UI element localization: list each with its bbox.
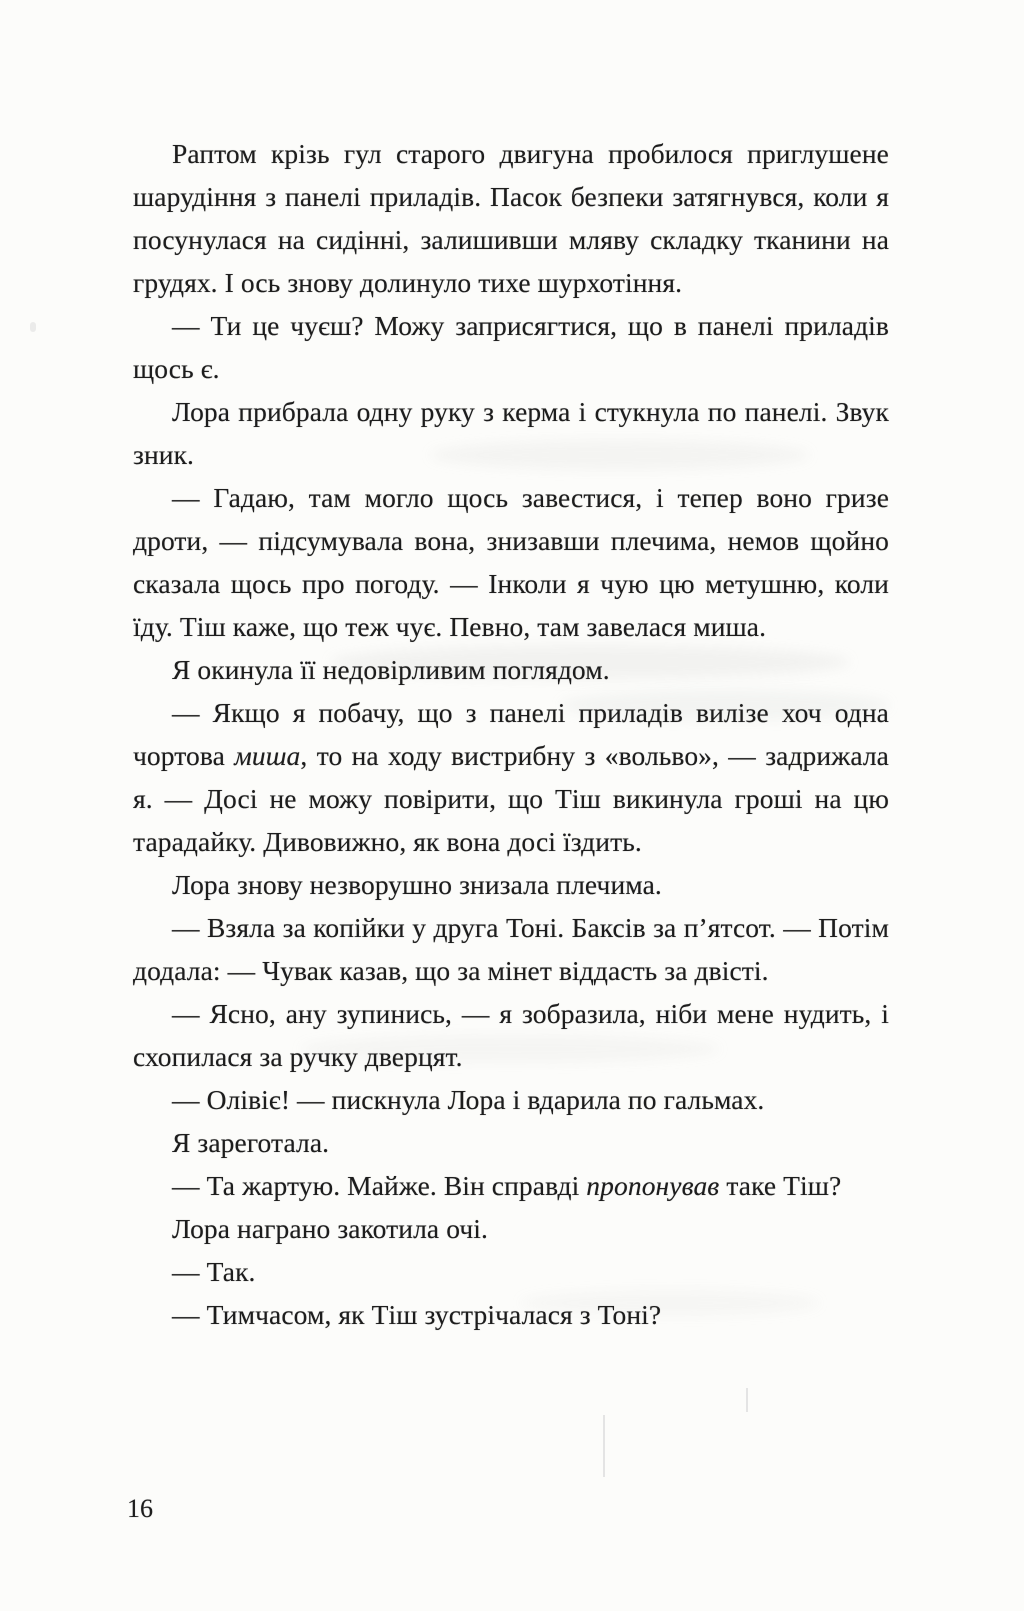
text-segment: Я окинула її недовірливим поглядом.: [172, 654, 610, 685]
text-segment: Раптом крізь гул старого двигуна пробилося приглушене шарудіння з панелі приладів. Пасок безпеки затягнувся, коли я посунулася на сидінні, залишивши мляву складку тканини на грудях. І ось знову долинуло тихе шурхотіння.: [133, 138, 889, 298]
paragraph-7: [133, 863, 889, 906]
paragraph-6: [133, 691, 889, 863]
paragraph-10: [133, 1078, 889, 1121]
paragraph-5: [133, 648, 889, 691]
paragraph-4: [133, 476, 889, 648]
scan-scratch: [603, 1415, 605, 1477]
text-segment: — Тимчасом, як Тіш зустрічалася з Тоні?: [172, 1299, 662, 1330]
paragraph-11: [133, 1121, 889, 1164]
paragraph-8: [133, 906, 889, 992]
text-segment: Лора знову незворушно знизала плечима.: [172, 869, 662, 900]
text-segment: — Взяла за копійки у друга Тоні. Баксів за п’ятсот. — Потім додала: — Чувак казав, що за мінет віддасть за двісті.: [133, 912, 889, 986]
paragraph-15: [133, 1293, 889, 1336]
text-segment: Лора прибрала одну руку з керма і стукнула по панелі. Звук зник.: [133, 396, 889, 470]
text-segment: — Ясно, ану зупинись, — я зобразила, ніби мене нудить, і схопилася за ручку дверцят.: [133, 998, 889, 1072]
text-segment: Я зареготала.: [172, 1127, 330, 1158]
text-segment: — Гадаю, там могло щось завестися, і тепер воно гризе дроти, — підсумувала вона, знизавши плечима, немов щойно сказала щось про погоду. — Інколи я чую цю метушню, коли їду. Тіш каже, що теж чує. Певно, там завелася миша.: [133, 482, 889, 642]
paragraph-12: [133, 1164, 889, 1207]
page-number: 16: [127, 1494, 153, 1523]
text-segment: — Так.: [172, 1256, 256, 1287]
text-segment: — Ти це чуєш? Можу заприсягтися, що в панелі приладів щось є.: [133, 310, 889, 384]
italic-text: пропонував: [586, 1170, 720, 1201]
paragraph-14: [133, 1250, 889, 1293]
text-segment: — Якщо я побачу, що з панелі приладів вилізе хоч одна чортова: [133, 697, 889, 771]
page-text: [133, 132, 889, 1336]
paragraph-13: [133, 1207, 889, 1250]
paragraph-2: [133, 304, 889, 390]
italic-text: миша: [234, 740, 301, 771]
text-segment: , то на ходу вистрибну з «вольво», — задрижала я. — Досі не можу повірити, що Тіш викинула гроші на цю тарадайку. Дивовижно, як вона досі їздить.: [133, 740, 889, 857]
text-segment: — Олівіє! — пискнула Лора і вдарила по гальмах.: [172, 1084, 765, 1115]
paragraph-3: [133, 390, 889, 476]
scan-scratch: [30, 322, 36, 332]
text-segment: таке Тіш?: [719, 1170, 842, 1201]
text-segment: — Та жартую. Майже. Він справді: [172, 1170, 587, 1201]
paragraph-9: [133, 992, 889, 1078]
paragraph-1: [133, 132, 889, 304]
text-segment: Лора награно закотила очі.: [172, 1213, 488, 1244]
scan-scratch: [746, 1388, 748, 1412]
